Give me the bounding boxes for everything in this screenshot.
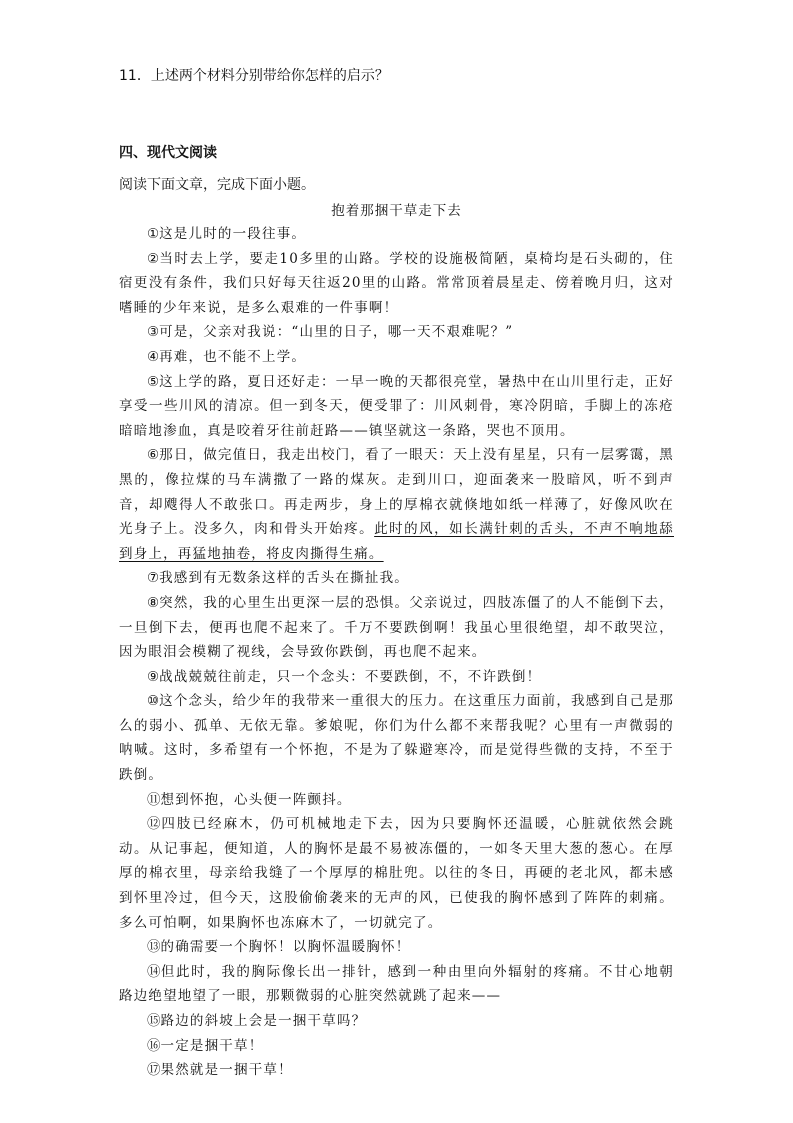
underlined-sentence: 此时的风，如长满针刺的舌头，不声不响地舔到身上，再猛地抽卷，将皮肉撕得生痛。: [119, 521, 674, 562]
paragraph-number: ⑰: [147, 1062, 161, 1079]
paragraph-5: [119, 370, 674, 444]
section-heading: 四、现代文阅读: [119, 145, 217, 161]
paragraph-text: 那日，做完值日，我走出校门，看了一眼天：天上没有星星，只有一层雾霭，黑黑的，像拉煤的马车满撒了一路的煤灰。走到川口，迎面袭来一股暗风，听不到声音，却飕得人不敢张口。再走两步，身上的厚棉衣就倏地如纸一样薄了，好像风吹在光身子上。没多久，肉和骨头开始疼。: [119, 447, 675, 538]
paragraph-number: ⑩: [147, 693, 160, 710]
paragraph-16: [119, 1034, 674, 1059]
paragraph-text: 这是儿时的一段往事。: [159, 226, 307, 242]
article-body: [119, 222, 674, 1083]
paragraph-6: [119, 443, 674, 566]
paragraph-4: [119, 345, 674, 370]
paragraph-text: 四肢已经麻木，仍可机械地走下去，因为只要胸怀还温暖，心脏就依然会跳动。从记事起，便知道，人的胸怀是最不易被冻僵的，一如冬天里大葱的葱心。在厚厚的棉衣里，母亲给我缝了一个厚厚的棉肚兜。以往的冬日，再硬的老北风，都未感到怀里冷过，但今天，这股偷偷袭来的无声的风，已使我的胸怀感到了阵阵的刺痛。多么可怕啊，如果胸怀也冻麻木了，一切就完了。: [119, 816, 675, 931]
paragraph-9: [119, 665, 674, 690]
paragraph-number: ⑪: [147, 791, 161, 808]
paragraph-text: 的确需要一个胸怀！以胸怀温暖胸怀！: [160, 939, 411, 956]
paragraph-number: ⑭: [147, 963, 161, 980]
paragraph-7: [119, 566, 674, 591]
paragraph-text: 想到怀抱，心头便一阵颤抖。: [160, 791, 352, 808]
paragraph-text: 路边的斜坡上会是一捆干草吗？: [160, 1013, 367, 1029]
paragraph-12: [119, 812, 674, 935]
paragraph-number: ⑯: [147, 1037, 161, 1054]
paragraph-text: 一定是捆干草！: [160, 1037, 264, 1054]
paragraph-15: [119, 1009, 674, 1034]
paragraph-11: [119, 788, 674, 813]
paragraph-number: ⑮: [147, 1013, 161, 1029]
question-11: 11．上述两个材料分别带给你怎样的启示？: [119, 68, 389, 84]
paragraph-number: ⑫: [147, 816, 162, 833]
paragraph-number: ③: [147, 324, 160, 341]
paragraph-text: 再难，也不能不上学。: [159, 348, 307, 365]
paragraph-number: ⑥: [147, 447, 160, 464]
paragraph-number: ⑦: [147, 570, 160, 587]
paragraph-13: [119, 935, 674, 960]
paragraph-number: ⑬: [147, 939, 161, 956]
paragraph-number: ①: [147, 226, 160, 242]
paragraph-number: ④: [147, 348, 160, 365]
paragraph-17: [119, 1058, 674, 1083]
article-title: 抱着那捆干草走下去: [331, 203, 462, 219]
paragraph-10: [119, 689, 674, 787]
paragraph-text: 突然，我的心里生出更深一层的恐惧。父亲说过，四肢冻僵了的人不能倒下去，一旦倒下去，便再也爬不起来了。千万不要跌倒啊！我虽心里很绝望，却不敢哭泣，因为眼泪会模糊了视线，会导致你跌倒，再也爬不起来。: [119, 594, 675, 661]
paragraph-number: ②: [147, 250, 160, 267]
paragraph-14: [119, 960, 674, 1009]
paragraph-text: 当时去上学，要走10多里的山路。学校的设施极简陋，桌椅均是石头砌的，住宿更没有条件，我们只好每天往返20里的山路。常常顶着晨星走、傍着晚月归，这对嗜睡的少年来说，是多么艰难的一件事啊！: [119, 250, 674, 316]
paragraph-number: ⑤: [147, 373, 160, 390]
paragraph-text: 这个念头，给少年的我带来一重很大的压力。在这重压力面前，我感到自己是那么的弱小、孤单、无依无靠。爹娘呢，你们为什么都不来帮我呢？心里有一声微弱的呐喊。这时，多希望有一个怀抱，不是为了躲避寒冷，而是觉得些微的支持，不至于跌倒。: [119, 693, 675, 784]
paragraph-2: [119, 247, 674, 321]
reading-instruction: 阅读下面文章，完成下面小题。: [119, 177, 315, 193]
paragraph-3: [119, 320, 674, 345]
paragraph-8: [119, 591, 674, 665]
paragraph-number: ⑨: [147, 668, 160, 685]
paragraph-text: 我感到有无数条这样的舌头在撕扯我。: [159, 570, 410, 587]
paragraph-text: 战战兢兢往前走，只一个念头：不要跌倒，不，不许跌倒！: [159, 668, 542, 685]
paragraph-text: 果然就是一捆干草！: [160, 1062, 293, 1079]
paragraph-1: [119, 222, 674, 247]
paragraph-text: 但此时，我的胸际像长出一排针，感到一种由里向外辐射的疼痛。不甘心地朝路边绝望地望了一眼，那颗微弱的心脏突然就跳了起来——: [119, 963, 674, 1005]
paragraph-text: 这上学的路，夏日还好走：一早一晚的天都很亮堂，暑热中在山川里行走，正好享受一些川风的清凉。但一到冬天，便受罪了：川风刺骨，寒冷阴暗，手脚上的冻疮暗暗地渗血，真是咬着牙往前赶路——镇坚就这一条路，哭也不顶用。: [119, 373, 675, 439]
paragraph-text: 可是，父亲对我说：“山里的日子，哪一天不艰难呢？”: [159, 324, 514, 341]
paragraph-number: ⑧: [147, 594, 160, 611]
